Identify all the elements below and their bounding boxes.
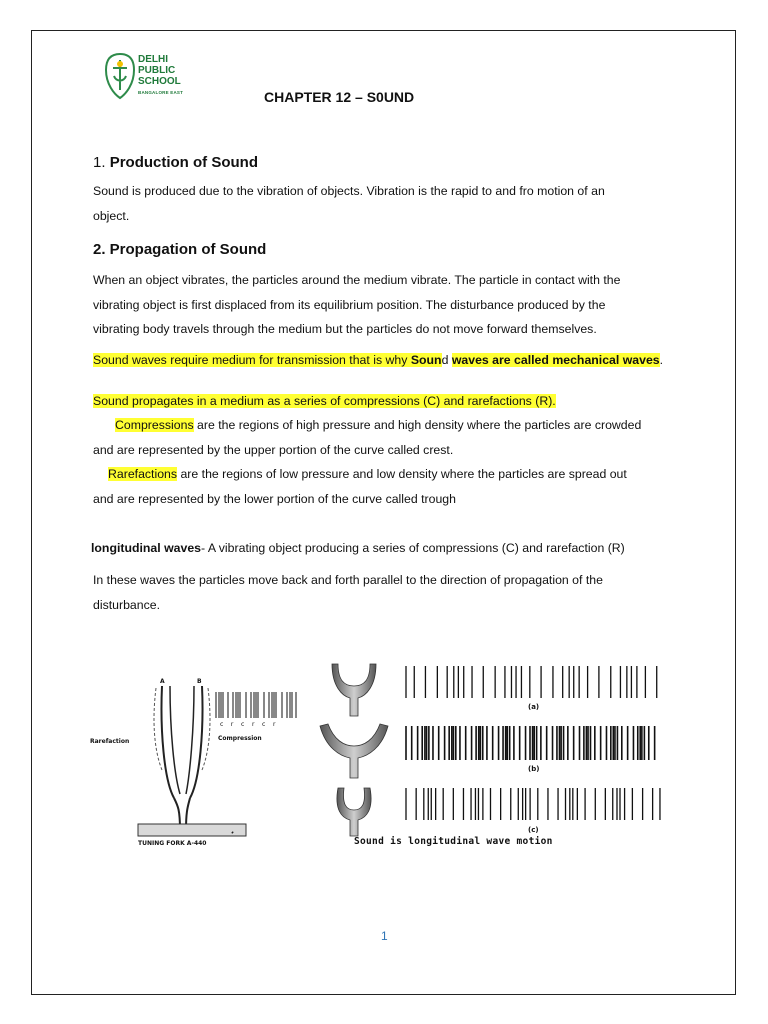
rarefactions-rest1: are the regions of low pressure and low density where the particles are spread out [177, 467, 627, 481]
page-number: 1 [381, 929, 388, 943]
tuning-fork-illustration [90, 670, 320, 855]
section2-body [93, 268, 683, 342]
fork-b-icon [320, 724, 388, 778]
propagates-text: Sound propagates in a medium as a series of compressions (C) and rarefactions (R). [93, 394, 556, 408]
fork-a-icon [332, 664, 376, 716]
propagates-line [93, 389, 683, 414]
longitudinal-rest: - A vibrating object producing a series of compressions (C) and rarefaction (R) [201, 541, 625, 555]
mechanical-part2: Soun [410, 353, 442, 367]
section2-line3: vibrating body travels through the medium but the particles do not move forward themselves. [93, 322, 597, 336]
section1-line1: Sound is produced due to the vibration of objects. Vibration is the rapid to and fro motion of an [93, 184, 605, 198]
section1-body [93, 179, 683, 228]
logo-subtitle: BANGALORE EAST [138, 90, 184, 95]
longitudinal-term: longitudinal waves [91, 541, 202, 555]
rarefactions-rest2: and are represented by the lower portion of the curve called trough [93, 491, 456, 506]
compressions-rest1: are the regions of high pressure and high density where the particles are crowded [193, 418, 642, 432]
section1-title: Production of Sound [109, 154, 258, 171]
tick-letters: c r c r c r [220, 721, 276, 728]
section1-line2: object. [93, 208, 130, 223]
section2-heading: 2. Propagation of Sound [93, 241, 267, 258]
wave-label-a: (a) [528, 703, 540, 711]
chapter-title: CHAPTER 12 – S0UND [264, 89, 415, 105]
fork-c-icon [337, 788, 371, 836]
mechanical-part5: waves are called mechanical waves [451, 353, 660, 367]
mechanical-part1: Sound waves require medium for transmission that is why [93, 353, 411, 367]
compression-lines [216, 692, 296, 718]
compressions-rest2: and are represented by the upper portion of the curve called crest. [93, 442, 454, 457]
wave-motion-illustration [318, 660, 668, 840]
wave-label-c: (c) [528, 826, 539, 834]
section1-number: 1. [93, 154, 106, 171]
section2-line1: When an object vibrates, the particles around the medium vibrate. The particle in contact with the [93, 273, 621, 287]
rarefactions-para [93, 462, 683, 511]
section2-line2: vibrating object is first displaced from its equilibrium position. The disturbance produced by the [93, 297, 606, 312]
compression-label: Compression [218, 735, 262, 742]
tuning-fork-figure [90, 670, 320, 855]
fork-label-b: B [197, 678, 202, 685]
logo-line-3: SCHOOL [138, 76, 181, 87]
fork-caption: TUNING FORK A-440 [138, 840, 207, 847]
wave-motion-figure [318, 660, 668, 855]
logo-line-1: DELHI [138, 54, 168, 65]
longitudinal-line2: In these waves the particles move back and forth parallel to the direction of propagation of the [93, 573, 603, 587]
fork-label-a: A [160, 678, 165, 685]
mechanical-waves-line [93, 348, 713, 373]
wave-caption: Sound is longitudinal wave motion [354, 836, 553, 847]
rarefaction-label: Rarefaction [90, 738, 130, 745]
compressions-term: Compressions [115, 418, 194, 432]
school-crest-icon [104, 52, 136, 100]
mechanical-part6: . [659, 353, 664, 367]
longitudinal-line [91, 536, 681, 561]
section1-heading [93, 154, 258, 171]
logo-line-2: PUBLIC [138, 65, 176, 76]
wave-label-b: (b) [528, 765, 540, 773]
compressions-para [93, 413, 683, 462]
mechanical-part3: d [441, 353, 449, 367]
school-logo [104, 52, 214, 100]
longitudinal-line3: disturbance. [93, 597, 160, 612]
longitudinal-body [93, 568, 683, 617]
rarefactions-term: Rarefactions [108, 467, 178, 481]
